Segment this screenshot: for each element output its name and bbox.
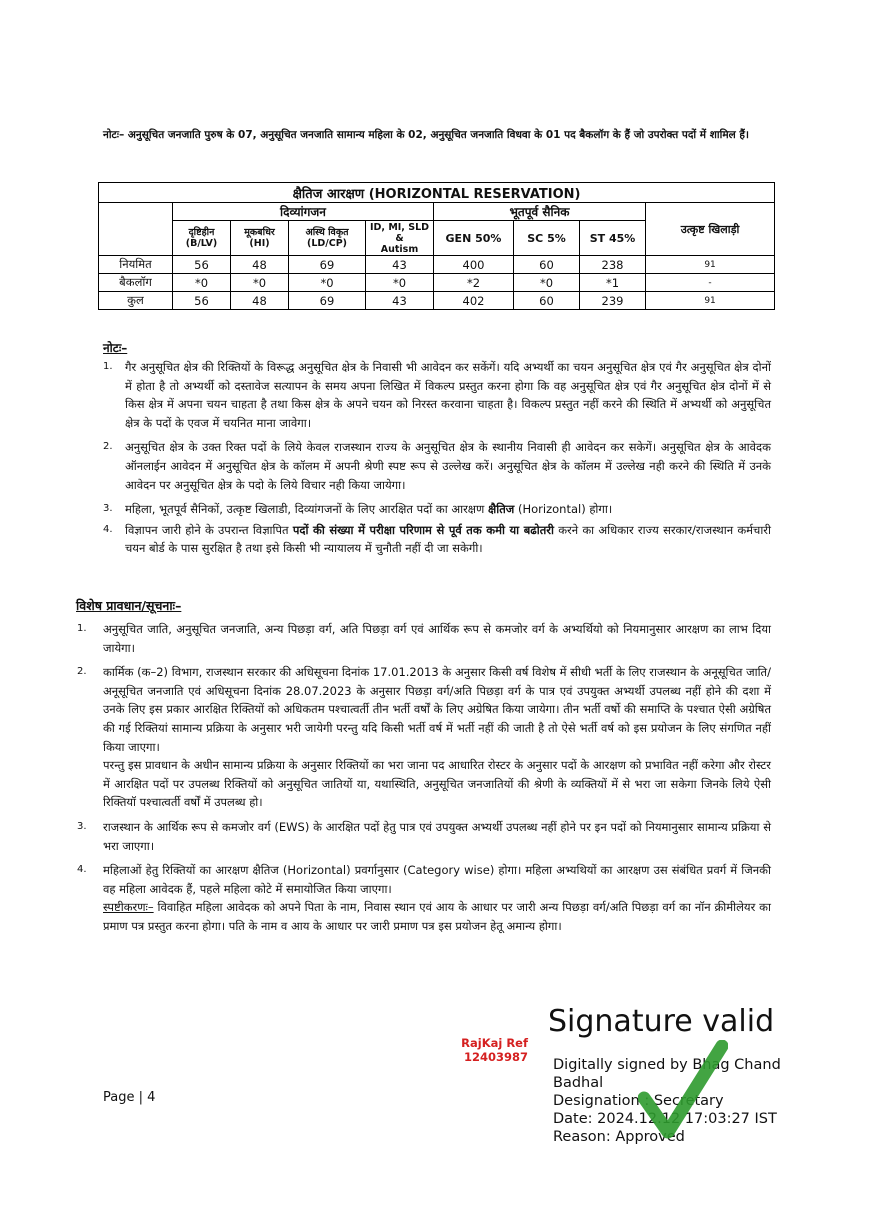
item-text-proviso: परन्तु इस प्रावधान के अधीन सामान्य प्रक्रिया के अनुसार रिक्तियों का भरा जाना पद आधारित रोस्टर के अनुसार पदों के आरक्षण को प्रभावित नहीं करेगा और रोस्टर में आरक्षित पदों पर उपलब्ध रिक्तियों को अनुसूचित जातियों या, यथास्थिति, अनुसूचित जनजातियों की श्रेणी के व्यक्तियों में से भरा जा सकेगा जिनके लिये ऐसी रिक्तियॉ पश्चात्वर्ती वर्षों में उपलब्ध हो। [103, 758, 771, 810]
item-number: 2. [103, 441, 113, 453]
cell: 48 [231, 292, 289, 310]
row-label: नियमित [99, 256, 173, 274]
ref-number: 12403987 [463, 1050, 528, 1064]
signer-surname: Badhal [553, 1075, 604, 1091]
notes-heading: नोटः– [103, 341, 128, 355]
item-text: राजस्थान के आर्थिक रूप से कमजोर वर्ग (EWS) के आरक्षित पदों हेतु पात्र एवं उपयुक्त अभ्यर्थी उपलब्ध नहीं होने पर इन पदों को नियमानुसार सामान्य प्रक्रिया से भरा जाएगा। [103, 819, 771, 853]
item-number: 2. [77, 666, 87, 678]
rajkaj-ref [452, 1036, 528, 1064]
item-number: 1. [77, 623, 87, 634]
row-label: बैकलॉग [99, 274, 173, 292]
cell: 48 [231, 256, 289, 274]
item-number: 3. [77, 820, 87, 832]
page-number: Page | 4 [103, 1090, 156, 1105]
signature-title: Signature valid [548, 1004, 775, 1039]
horizontal-reservation-table [98, 182, 775, 310]
item-text-post: (Horizontal) होगा। [514, 502, 613, 517]
table-row [99, 274, 775, 292]
item-number: 3. [103, 503, 113, 515]
list-item [77, 620, 771, 657]
col-locomotor: अस्थि विकृत (LD/CP) [289, 221, 366, 256]
item-text-pre: महिला, भूतपूर्व सैनिकों, उत्कृष्ट खिलाडी, दिव्यांगजनों के लिए आरक्षित पदों का आरक्षण [125, 502, 489, 517]
special-provisions-heading: विशेष प्रावधान/सूचनाः– [76, 598, 182, 613]
cell: 69 [289, 292, 366, 310]
special-list [77, 620, 771, 936]
cell: *1 [580, 274, 646, 292]
cell: *2 [434, 274, 514, 292]
notes-list [103, 358, 771, 558]
item-text-bold: पदों की संख्या में परीक्षा परिणाम से पूर्व तक कमी या बढोतरी [292, 522, 554, 537]
item-text: गैर अनुसूचित क्षेत्र की रिक्तियों के विरूद्ध अनुसूचित क्षेत्र के निवासी भी आवेदन कर सकेंगें। यदि अभ्यर्थी का चयन अनुसूचित क्षेत्र एवं गैर अनुसूचित क्षेत्र दोनों में होता है तो अभ्यर्थी को दस्तावेज सत्यापन के समय अपना लिखित में विकल्प प्रस्तुत करना होगा कि वह अनुसूचित क्षेत्र एवं गैर अनुसूचित क्षेत्र दोनों में से किस क्षेत्र में अपना चयन चाहता है तथा किस क्षेत्र के अपने चयन को निरस्त करवाना चाहता है। विकल्प प्रस्तुत नहीं करने की स्थिति में अभ्यर्थी को अनुसूचित क्षेत्र के पदों के एवज में चयनित माना जावेगा। [125, 360, 771, 430]
signature-date: Date: 2024.12.12 17:03:27 IST [553, 1111, 777, 1127]
item-text: कार्मिक (क–2) विभाग, राजस्थान सरकार की अधिसूचना दिनांक 17.01.2013 के अनुसार किसी वर्ष विशेष में सीधी भर्ती के लिए राजस्थान के अनूसूचित जाति/अनूसूचित जनजाति एवं अधिसूचना दिनांक 28.07.2023 के अनुसार पिछड़ा वर्ग/अति पिछड़ा वर्ग के पात्र एवं उपयुक्त अभ्यर्थी उपलब्ध नहीं होने की दशा में उनके लिए इस प्रकार आरक्षित रिक्तियों को अधिकतम पश्चात्वर्ती तीन भर्ती वर्षों के लिए अग्रेषित किया जायेगा। तीन भर्ती वर्षो की समाप्ति के पश्चात ऐसी अग्रेषित की गई रिक्तियां सामान्य प्रक्रिया के अनुसार भरी जायेगी परन्तु यदि किसी भर्ती वर्ष में भर्ती नहीं की जाती है तो ऐसे भर्ती वर्ष को इस प्रयोजन के लिए संगणित नहीं किया जाएगा। [103, 665, 771, 754]
cell: *0 [231, 274, 289, 292]
cell-sports: 91 [646, 256, 775, 274]
clarification [103, 898, 771, 935]
row-label: कुल [99, 292, 173, 310]
list-item [77, 818, 771, 855]
cell: 402 [434, 292, 514, 310]
cell: 60 [514, 292, 580, 310]
signed-by: Digitally signed by Bhag Chand [553, 1057, 781, 1073]
cell: 60 [514, 256, 580, 274]
cell: *0 [514, 274, 580, 292]
item-number: 4. [77, 864, 87, 876]
list-item [103, 521, 771, 558]
table-row [99, 292, 775, 310]
cell: 56 [173, 292, 231, 310]
checkmark-icon [638, 1040, 728, 1150]
item-text: अनुसूचित जाति, अनुसूचित जनजाति, अन्य पिछड़ा वर्ग, अति पिछड़ा वर्ग एवं आर्थिक रूप से कमजोर वर्ग के अभ्यर्थियो को नियमानुसार आरक्षण का लाभ दिया जायेगा। [103, 622, 771, 655]
cell: 238 [580, 256, 646, 274]
col-st: ST 45% [580, 221, 646, 256]
clarification-text: विवाहित महिला आवेदक को अपने पिता के नाम, निवास स्थान एवं आय के आधार पर जारी अन्य पिछड़ा वर्ग/अति पिछड़ा वर्ग का नॉन क्रीमीलेयर का प्रमाण पत्र प्रस्तुत करना होगा। पति के नाम व आय के आधार पर जारी प्रमाण पत्र इस प्रयोजन हेतू अमान्य होगा। [103, 900, 771, 933]
col-sc: SC 5% [514, 221, 580, 256]
cell-sports: - [646, 274, 775, 292]
list-item [103, 438, 771, 494]
cell: 43 [366, 256, 434, 274]
item-number: 4. [103, 523, 113, 535]
cell: 43 [366, 292, 434, 310]
digital-signature [548, 1004, 868, 1154]
col-blind: दृष्टिहीन (B/LV) [173, 221, 231, 256]
col-gen: GEN 50% [434, 221, 514, 256]
item-text: महिलाओं हेतु रिक्तियों का आरक्षण क्षैतिज (Horizontal) प्रवर्गानुसार (Category wise) होगा। महिला अभ्यथियों का आरक्षण उस संबंधित प्रवर्ग में जिनकी वह महिला आवेदक हैं, पहले महिला कोटे में समायोजित किया जाएगा। [103, 863, 771, 896]
cell: *0 [289, 274, 366, 292]
group-sports: उत्कृष्ट खिलाड़ी [646, 203, 775, 256]
cell: *0 [173, 274, 231, 292]
col-id-mi-sld: ID, MI, SLD & Autism [366, 221, 434, 256]
ref-label: RajKaj Ref [461, 1036, 528, 1050]
clarification-label: स्पष्टीकरणः– [103, 900, 154, 915]
cell: *0 [366, 274, 434, 292]
cell: 69 [289, 256, 366, 274]
item-text-bold: क्षैतिज [488, 502, 515, 517]
item-text: अनुसूचित क्षेत्र के उक्त रिक्त पदों के लिये केवल राजस्थान राज्य के अनुसूचित क्षेत्र के स्थानीय निवासी ही आवेदन कर सकेगें। अनुसूचित क्षेत्र के आवेदक ऑनलाईन आवेदन में अनुसूचित क्षेत्र के कॉलम में अपनी श्रेणी स्पष्ट रूप से उल्लेख करें। अनुसूचित क्षेत्र के कॉलम में उल्लेख नही करने की स्थिति में उनके आवेदन पर अनुसूचित क्षेत्र के पदो के लिये विचार नही किया जायेगा। [125, 440, 771, 492]
group-ex-servicemen: भूतपूर्व सैनिक [434, 203, 646, 221]
table-row [99, 256, 775, 274]
designation: Designation : Secretary [553, 1093, 724, 1109]
group-disabled: दिव्यांगजन [173, 203, 434, 221]
top-note: नोटः– अनुसूचित जनजाति पुरुष के 07, अनुसूचित जनजाति सामान्य महिला के 02, अनुसूचित जनजाति विधवा के 01 पद बैकलॉग के हैं जो उपरोक्त पदों में शामिल हैं। [103, 129, 749, 141]
row-header-blank [99, 203, 173, 256]
cell-sports: 91 [646, 292, 775, 310]
cell: 239 [580, 292, 646, 310]
col-deaf: मूकबधिर (HI) [231, 221, 289, 256]
list-item [103, 500, 771, 519]
item-text-pre: विज्ञापन जारी होने के उपरान्त विज्ञापित [125, 522, 293, 537]
cell: 56 [173, 256, 231, 274]
list-item [103, 358, 771, 432]
signature-reason: Reason: Approved [553, 1129, 685, 1145]
cell: 400 [434, 256, 514, 274]
list-item [77, 663, 771, 812]
item-text-post: करने का अधिकार राज्य सरकार/राजस्थान कर्मचारी चयन बोर्ड के पास सुरक्षित है तथा इसे किसी भी न्यायालय में चुनौती नहीं दी जा सकेगी। [125, 522, 771, 556]
list-item [77, 861, 771, 935]
table-title: क्षैतिज आरक्षण (HORIZONTAL RESERVATION) [99, 183, 775, 203]
item-number: 1. [103, 361, 113, 372]
